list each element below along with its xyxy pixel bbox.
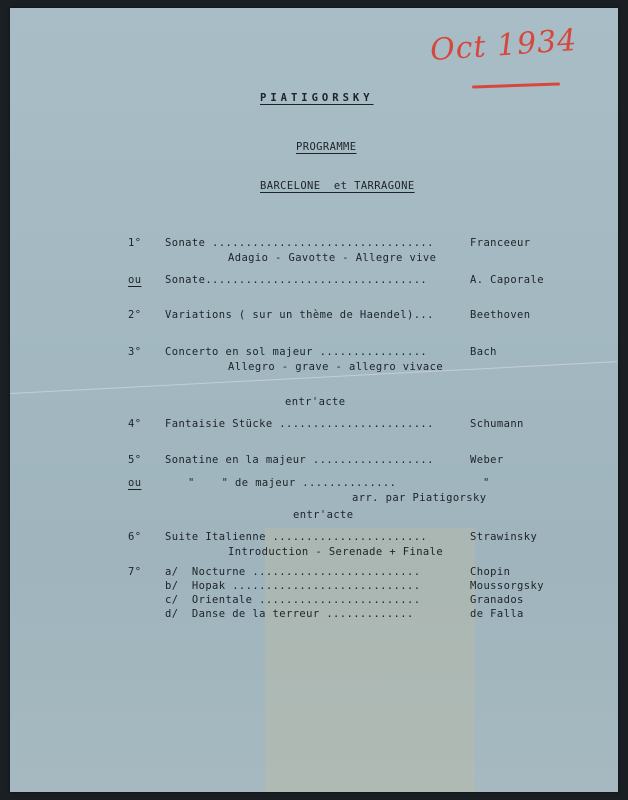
item-title: Sonatine en la majeur .................. [165,454,434,466]
item-composer: Bach [470,346,497,358]
item-composer: Schumann [470,418,524,430]
handwritten-date: Oct 1934 [428,22,579,69]
item-composer: Moussorgsky [470,580,544,592]
item-movements: Allegro - grave - allegro vivace [228,361,444,373]
item-composer: Beethoven [470,309,531,321]
item-title: d/ Danse de la terreur ............. [165,608,414,620]
programme-heading: PROGRAMME [296,141,357,153]
item-composer: Weber [470,454,504,466]
item-movements: Adagio - Gavotte - Allegre vive [228,252,437,264]
item-movements: Introduction - Serenade + Finale [228,546,444,558]
item-composer: Franceeur [470,237,531,249]
item-composer: A. Caporale [470,274,544,286]
item-title: a/ Nocturne ......................... [165,566,421,578]
item-number: ou [128,477,142,489]
item-title: " " de majeur .............. [188,477,397,489]
item-number: 2° [128,309,142,321]
item-title: Variations ( sur un thème de Haendel)... [165,309,434,321]
item-title: Fantaisie Stücke ....................... [165,418,434,430]
item-number: 4° [128,418,142,430]
item-arrangement: arr. par Piatigorsky [352,492,487,504]
cities-heading: BARCELONE et TARRAGONE [260,180,415,192]
item-number: 6° [128,531,142,543]
item-title: Concerto en sol majeur ................ [165,346,428,358]
handwritten-underline [472,82,560,88]
item-composer: Strawinsky [470,531,538,543]
performer-name: PIATIGORSKY [260,92,374,104]
item-number: ou [128,274,142,286]
item-composer: de Falla [470,608,524,620]
item-number: 3° [128,346,142,358]
item-composer: Chopin [470,566,511,578]
document-sheet [10,8,618,792]
intermission: entr'acte [293,509,354,521]
intermission: entr'acte [285,396,346,408]
item-title: Suite Italienne ....................... [165,531,428,543]
item-number: 1° [128,237,142,249]
item-title: b/ Hopak ............................ [165,580,421,592]
item-title: Sonate................................. [165,274,428,286]
item-composer: " [483,477,490,489]
item-number: 5° [128,454,142,466]
item-title: c/ Orientale ........................ [165,594,421,606]
item-title: Sonate ................................. [165,237,434,249]
item-number: 7° [128,566,142,578]
item-composer: Granados [470,594,524,606]
